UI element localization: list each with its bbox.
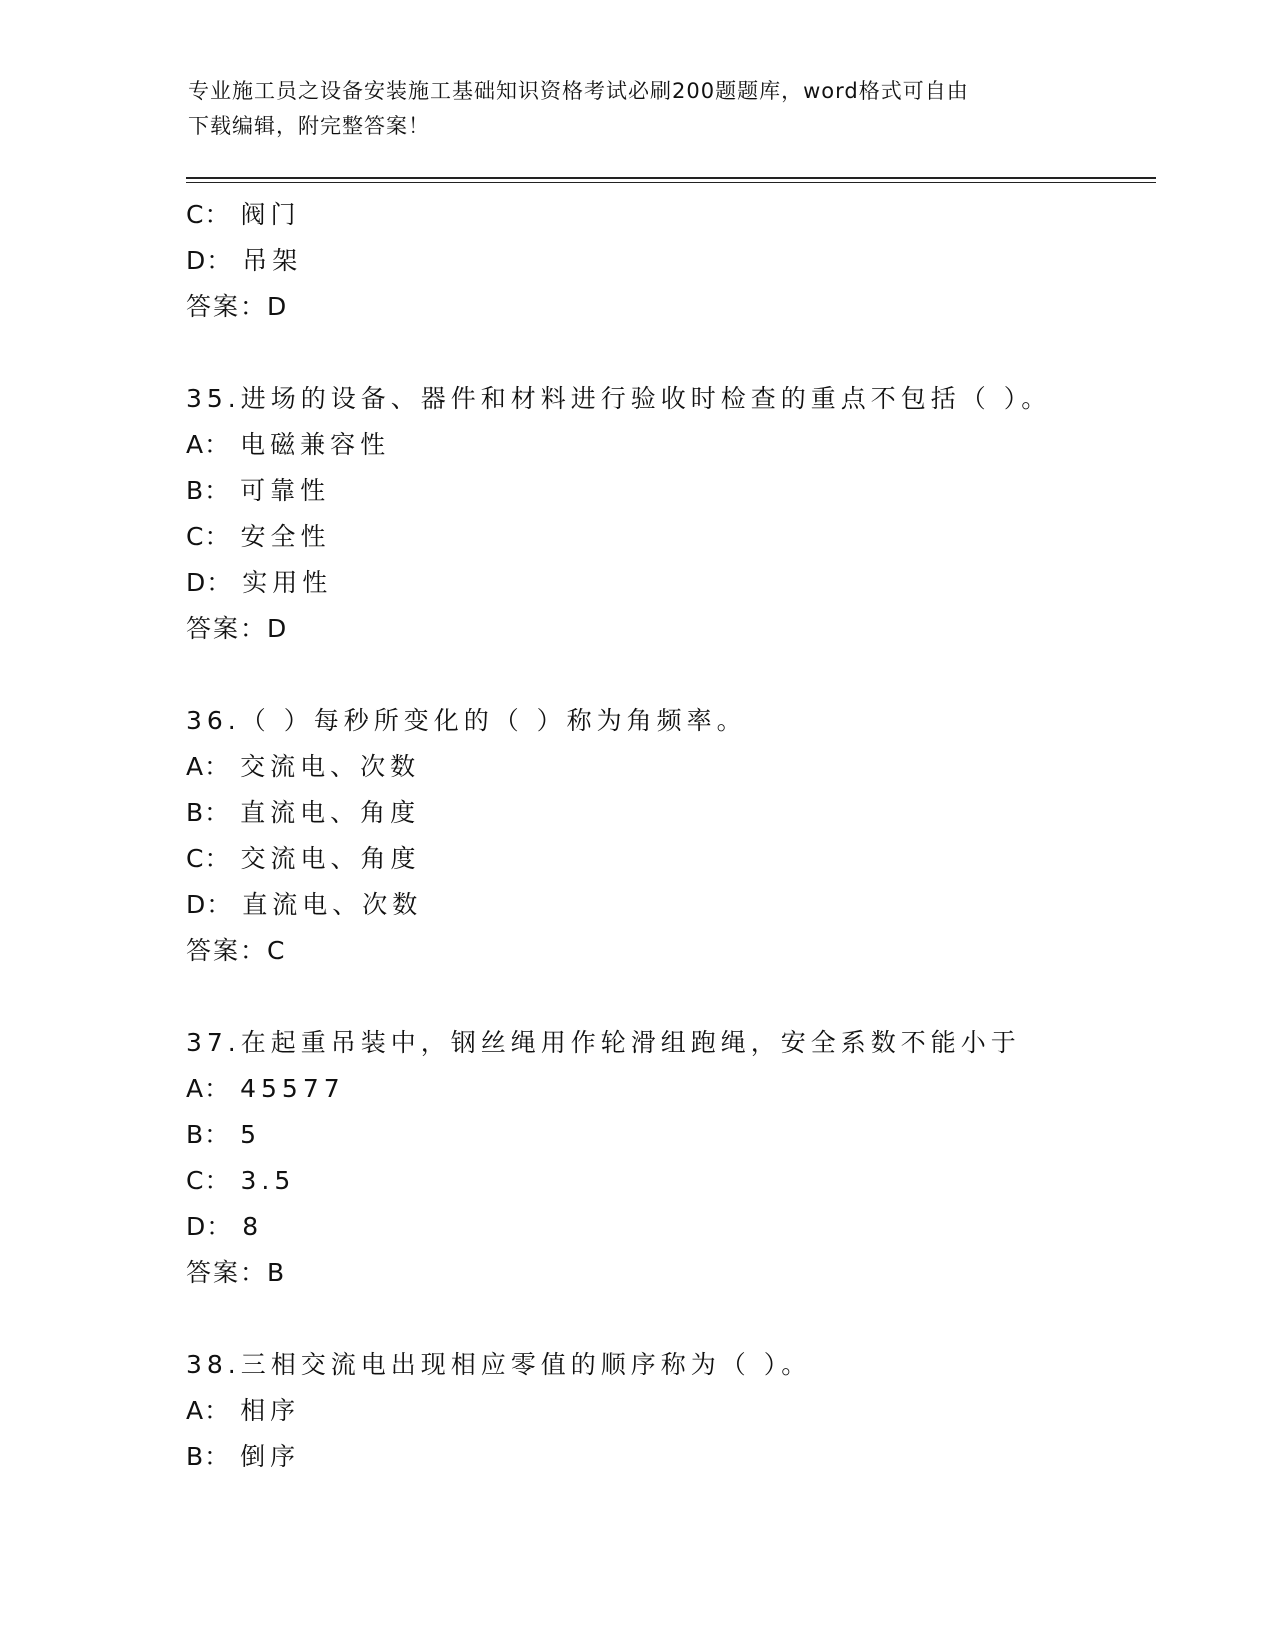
question-35: 35.进场的设备、器件和材料进行验收时检查的重点不包括（ ）。 [186, 384, 1052, 413]
option-key: B： [186, 1442, 231, 1471]
question-list [186, 192, 1146, 1480]
header-line-1: 专业施工员之设备安装施工基础知识资格考试必刷200题题库，word格式可自由 [188, 79, 969, 103]
option-text: 5 [240, 1120, 262, 1149]
spacer [186, 1296, 1146, 1342]
header-divider-thin [186, 182, 1156, 183]
option-text: 实用性 [242, 568, 333, 597]
option-key: C： [186, 200, 231, 229]
option-text: 电磁兼容性 [240, 430, 391, 459]
option-d [186, 560, 1146, 606]
option-d [186, 1204, 1146, 1250]
answer-line: 答案：C [186, 936, 287, 965]
option-text: 交流电、次数 [240, 752, 421, 781]
option-text: 相序 [240, 1396, 301, 1425]
answer-line: 答案：D [186, 292, 289, 321]
option-c [186, 514, 1146, 560]
option-key: A： [186, 1396, 231, 1425]
option-c [186, 836, 1146, 882]
option-a [186, 1388, 1146, 1434]
option-text: 8 [242, 1212, 264, 1241]
option-key: B： [186, 1120, 231, 1149]
answer-line: 答案：B [186, 1258, 287, 1287]
option-key: A： [186, 752, 231, 781]
option-text: 安全性 [240, 522, 331, 551]
option-key: B： [186, 798, 231, 827]
option-b [186, 1112, 1146, 1158]
document-header [188, 74, 1068, 144]
option-key: D： [186, 1212, 233, 1241]
option-text: 交流电、角度 [240, 844, 421, 873]
spacer [186, 330, 1146, 376]
option-b [186, 468, 1146, 514]
option-b [186, 1434, 1146, 1480]
option-key: C： [186, 844, 231, 873]
option-b [186, 790, 1146, 836]
option-a [186, 744, 1146, 790]
option-text: 吊架 [242, 246, 303, 275]
option-c [186, 1158, 1146, 1204]
option-text: 直流电、角度 [240, 798, 421, 827]
option-text: 3.5 [240, 1166, 296, 1195]
spacer [186, 974, 1146, 1020]
question-37: 37.在起重吊装中，钢丝绳用作轮滑组跑绳，安全系数不能小于 [186, 1028, 1021, 1057]
option-c [186, 192, 1146, 238]
question-36: 36.（ ）每秒所变化的（ ）称为角频率。 [186, 706, 747, 735]
option-text: 阀门 [240, 200, 301, 229]
option-key: D： [186, 568, 233, 597]
option-d [186, 882, 1146, 928]
option-a [186, 1066, 1146, 1112]
option-text: 倒序 [240, 1442, 301, 1471]
question-38: 38.三相交流电出现相应零值的顺序称为（ ）。 [186, 1350, 812, 1379]
option-key: C： [186, 1166, 231, 1195]
option-key: A： [186, 1074, 231, 1103]
answer-line: 答案：D [186, 614, 289, 643]
option-d [186, 238, 1146, 284]
option-key: B： [186, 476, 231, 505]
option-a [186, 422, 1146, 468]
option-key: D： [186, 246, 233, 275]
header-line-2: 下载编辑，附完整答案！ [188, 114, 430, 138]
option-text: 可靠性 [240, 476, 331, 505]
spacer [186, 652, 1146, 698]
option-text: 45577 [240, 1074, 345, 1103]
header-divider-thick [186, 177, 1156, 179]
option-key: D： [186, 890, 233, 919]
option-text: 直流电、次数 [242, 890, 423, 919]
option-key: C： [186, 522, 231, 551]
option-key: A： [186, 430, 231, 459]
